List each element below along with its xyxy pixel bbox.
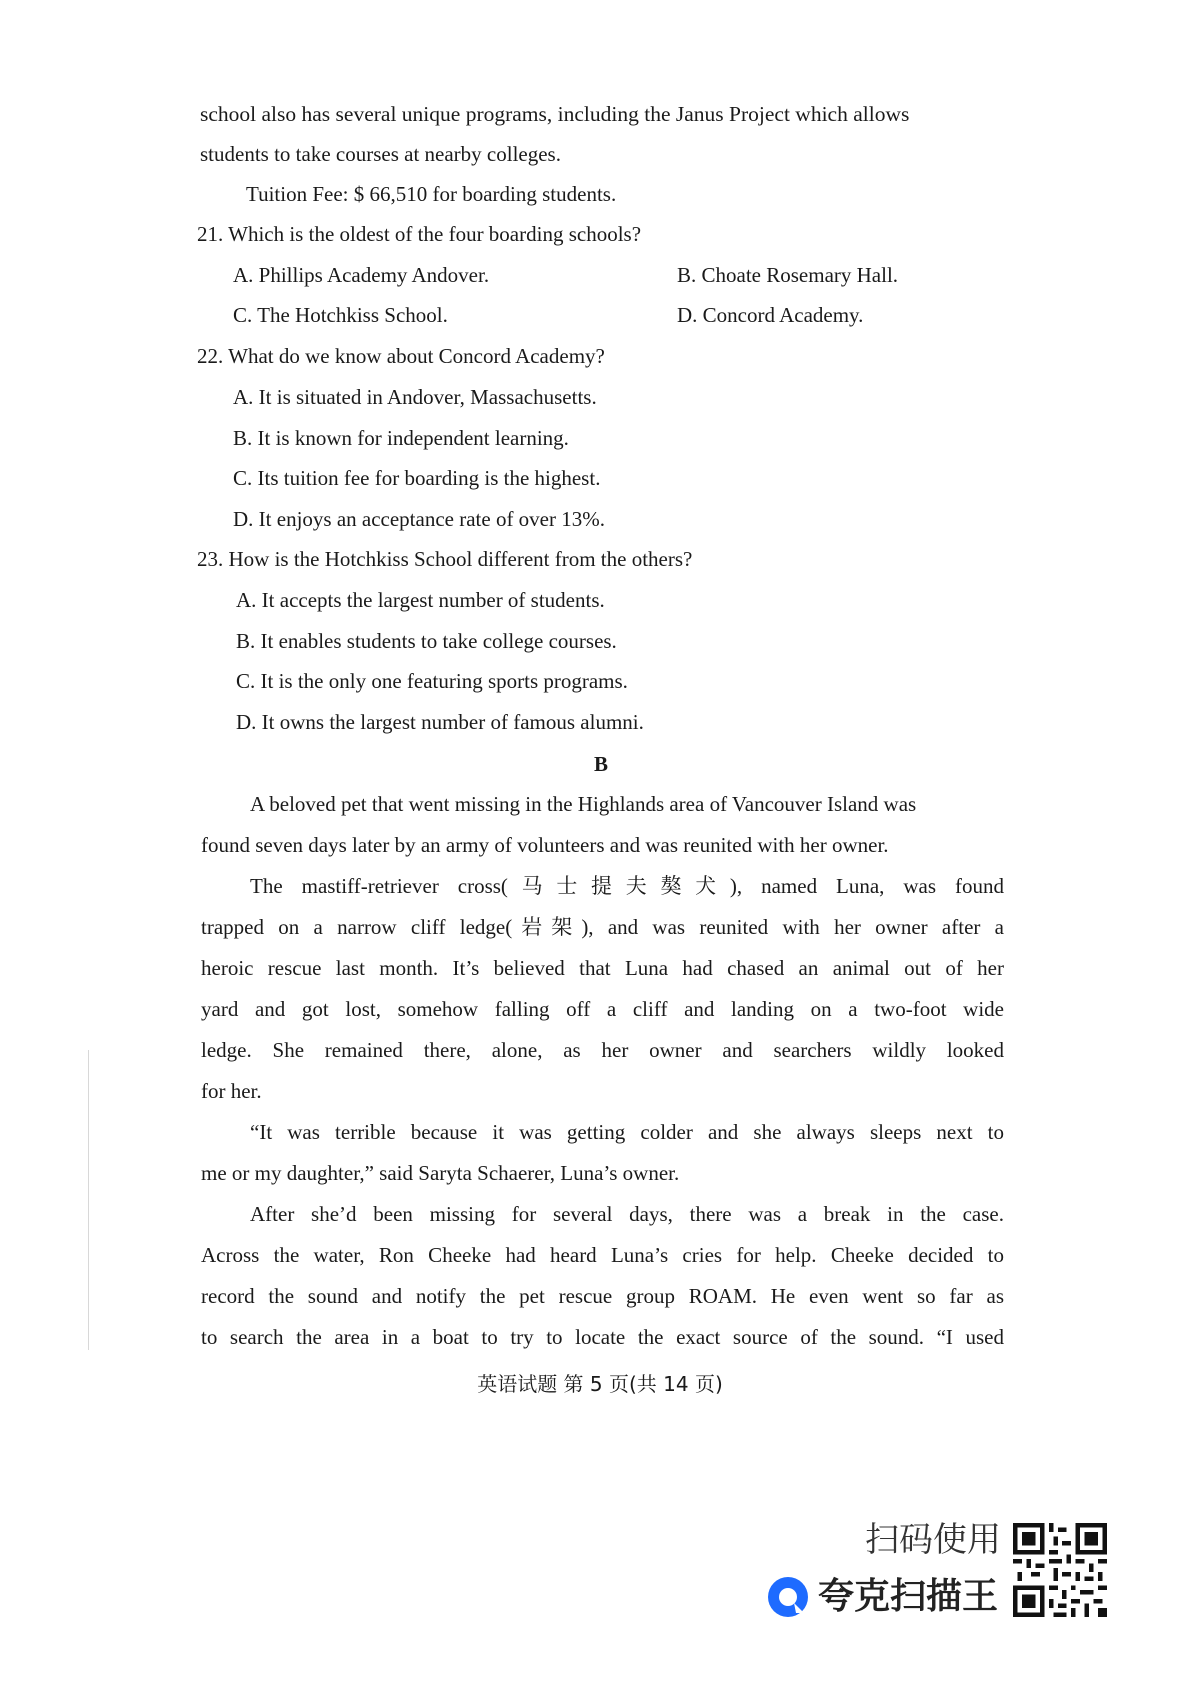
scan-margin-artifact — [88, 1050, 89, 1350]
passage-b-line-6: yard and got lost, somehow falling off a cliff and landing on a two-foot wide — [201, 997, 1004, 1021]
question-21-option-b: B. Choate Rosemary Hall. — [677, 263, 899, 287]
passage-b-line-8: for her. — [201, 1079, 262, 1103]
section-b-heading: B — [593, 752, 608, 776]
page-footer: 英语试题 第 5 页(共 14 页) — [477, 1372, 723, 1396]
question-21-option-c: C. The Hotchkiss School. — [233, 303, 448, 327]
passage-a-line-2: students to take courses at nearby colleges. — [200, 142, 561, 166]
question-22-option-c: C. Its tuition fee for boarding is the highest. — [233, 466, 601, 490]
question-22-option-a: A. It is situated in Andover, Massachusetts. — [233, 385, 597, 409]
question-23-option-b: B. It enables students to take college courses. — [236, 629, 617, 653]
passage-a-line-1: school also has several unique programs, including the Janus Project which allows — [200, 102, 910, 126]
passage-b-line-2: found seven days later by an army of volunteers and was reunited with her owner. — [201, 833, 889, 857]
passage-b-line-14: to search the area in a boat to try to locate the exact source of the sound. “I used — [201, 1325, 1004, 1349]
scan-prompt-text: 扫码使用 — [865, 1520, 1001, 1560]
question-22-stem: 22. What do we know about Concord Academy? — [197, 344, 605, 368]
question-23-option-d: D. It owns the largest number of famous alumni. — [236, 710, 644, 734]
question-21-option-a: A. Phillips Academy Andover. — [233, 263, 490, 287]
question-21-option-d: D. Concord Academy. — [677, 303, 864, 327]
passage-b-line-12: Across the water, Ron Cheeke had heard Luna’s cries for help. Cheeke decided to — [201, 1243, 1004, 1267]
passage-b-line-9: “It was terrible because it was getting colder and she always sleeps next to — [250, 1120, 1004, 1144]
question-22-option-d: D. It enjoys an acceptance rate of over 13%. — [233, 507, 605, 531]
question-21-stem: 21. Which is the oldest of the four boarding schools? — [197, 222, 642, 246]
passage-b-line-11: After she’d been missing for several days, there was a break in the case. — [250, 1202, 1004, 1226]
passage-b-line-13: record the sound and notify the pet rescue group ROAM. He even went so far as — [201, 1284, 1004, 1308]
question-23-option-c: C. It is the only one featuring sports programs. — [236, 669, 628, 693]
tuition-fee-line: Tuition Fee: $ 66,510 for boarding students. — [246, 182, 617, 206]
question-22-option-b: B. It is known for independent learning. — [233, 426, 569, 450]
passage-b-line-3: The mastiff-retriever cross(马士提夫獒犬), named Luna, was found — [250, 874, 1004, 898]
passage-b-line-1: A beloved pet that went missing in the Highlands area of Vancouver Island was — [250, 792, 917, 816]
question-23-option-a: A. It accepts the largest number of students. — [236, 588, 605, 612]
quark-logo-icon — [766, 1575, 810, 1619]
passage-b-line-7: ledge. She remained there, alone, as her owner and searchers wildly looked — [201, 1038, 1004, 1062]
question-23-stem: 23. How is the Hotchkiss School different from the others? — [197, 547, 693, 571]
passage-b-line-4: trapped on a narrow cliff ledge(岩架), and was reunited with her owner after a — [201, 915, 1004, 939]
scanner-brand-text: 夸克扫描王 — [818, 1576, 999, 1617]
passage-b-line-10: me or my daughter,” said Saryta Schaerer, Luna’s owner. — [201, 1161, 680, 1185]
passage-b-line-5: heroic rescue last month. It’s believed that Luna had chased an animal out of her — [201, 956, 1004, 980]
qr-code-icon[interactable] — [1013, 1523, 1107, 1617]
